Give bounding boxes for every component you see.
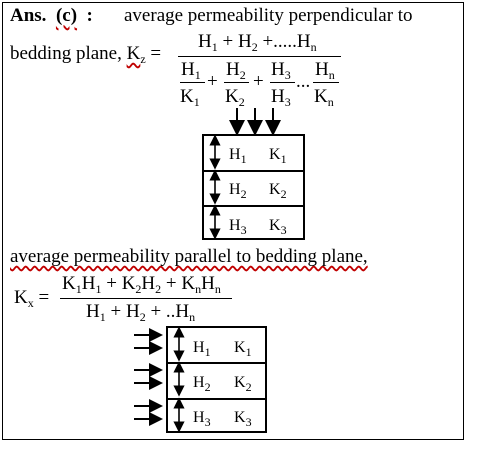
den-dots: ... xyxy=(296,71,311,92)
den-h2: $H_2$ xyxy=(226,59,246,82)
formula1-numerator: $H_1 + H_2 +.....H_n$ xyxy=(198,31,317,54)
layer1-k: $K_1$ xyxy=(269,146,287,166)
den-k1: $K_1$ xyxy=(180,86,200,109)
formula2-fraction-bar xyxy=(60,298,232,299)
layer3-h: $H_3$ xyxy=(229,217,247,237)
heading-bedding-plane: bedding plane, $K_z$ = xyxy=(10,43,162,66)
answer-label: Ans. (c) : xyxy=(10,5,93,26)
thickness-arrows-icon xyxy=(172,326,186,433)
den-h3-bottom: $H_3$ xyxy=(271,86,291,109)
layer2-k: $K_2$ xyxy=(269,181,287,201)
kz-symbol: $K_z$ xyxy=(126,43,146,66)
den-plus-1: + xyxy=(207,71,218,92)
layer3-k: $K_3$ xyxy=(234,409,252,429)
horizontal-flow-arrows-icon xyxy=(132,327,166,435)
den-h3: $H_3$ xyxy=(271,59,291,82)
den-bar-n xyxy=(313,82,339,83)
formula2-numerator: $K_1H_1 + K_2H_2 + K_nH_n$ xyxy=(62,273,221,296)
den-h1: $H_1$ xyxy=(181,59,201,82)
layer2-k: $K_2$ xyxy=(234,374,252,394)
formula1-main-fraction-bar xyxy=(178,56,341,57)
down-arrows-icon xyxy=(228,106,288,134)
den-kn: $K_n$ xyxy=(314,86,334,109)
layer1-h: $H_1$ xyxy=(229,146,247,166)
thickness-arrows-icon xyxy=(208,134,222,240)
den-hn: $H_n$ xyxy=(315,59,335,82)
layer2-h: $H_2$ xyxy=(193,374,211,394)
kx-symbol: $K_x$ = xyxy=(14,287,50,310)
layer1-k: $K_1$ xyxy=(234,339,252,359)
formula2-denominator: $H_1 + H_2 + ..H_n$ xyxy=(86,301,196,324)
den-bar-1 xyxy=(180,82,205,83)
heading-perpendicular: average permeability perpendicular to xyxy=(124,5,413,26)
den-bar-2 xyxy=(224,82,249,83)
layer1-h: $H_1$ xyxy=(193,339,211,359)
den-k2: $K_2$ xyxy=(225,86,245,109)
den-plus-2: + xyxy=(253,71,264,92)
den-bar-3 xyxy=(270,82,295,83)
layer3-k: $K_3$ xyxy=(269,217,287,237)
layer2-h: $H_2$ xyxy=(229,181,247,201)
heading-parallel: average permeability parallel to bedding plane, xyxy=(10,246,368,267)
layer3-h: $H_3$ xyxy=(193,409,211,429)
